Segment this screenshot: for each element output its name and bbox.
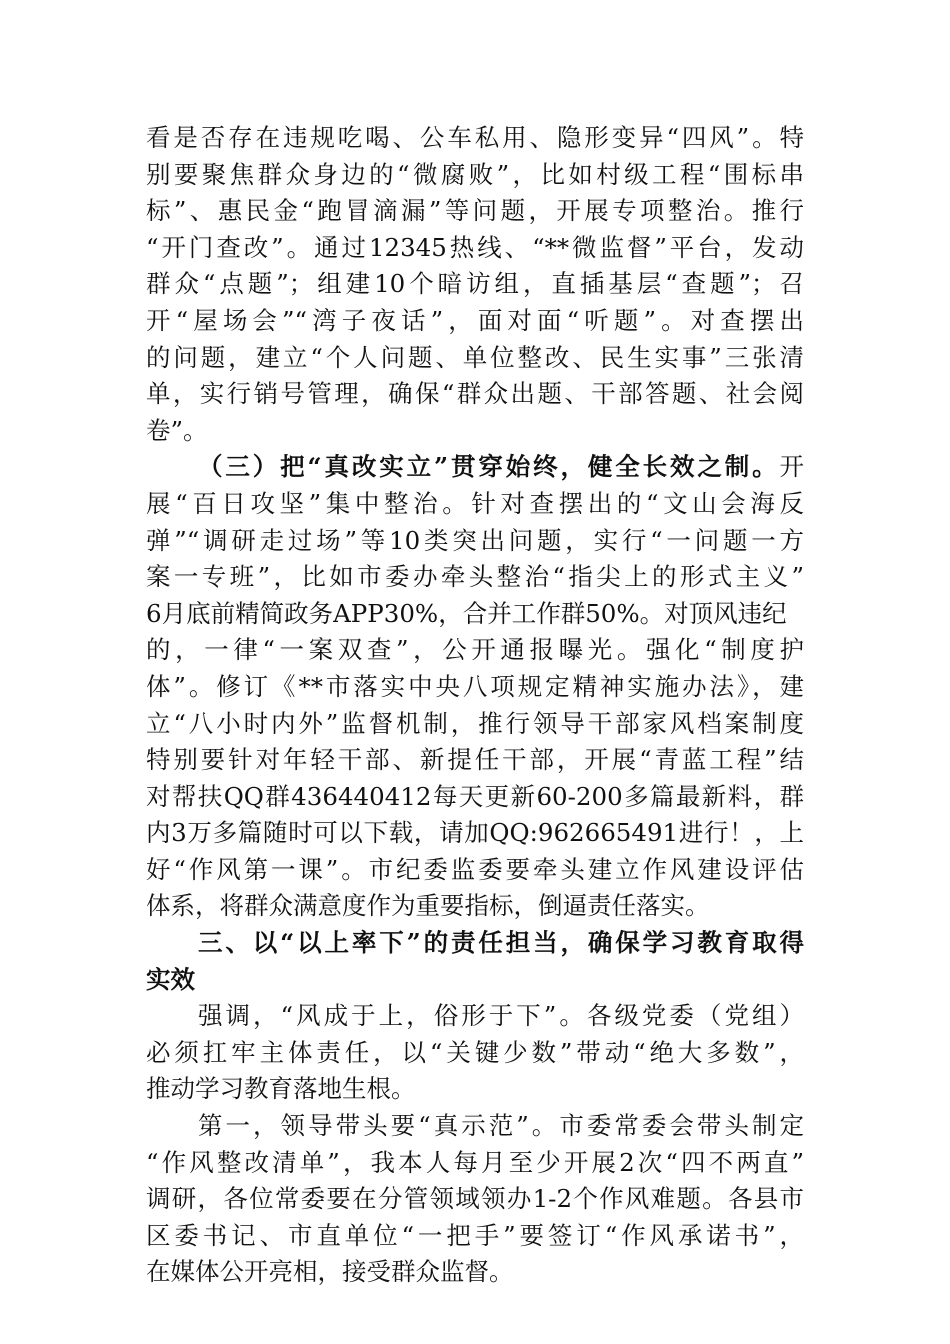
line-text: 别要聚焦群众身边的“微腐败”，比如村级工程“围标串: [146, 159, 804, 189]
text-line: [146, 1181, 804, 1218]
line-text: 开: [779, 452, 804, 482]
bold-heading-text: （三）把“真改实立”贯穿始终，健全长效之制。: [198, 452, 780, 482]
text-line: [146, 888, 804, 925]
line-text: 区委书记、市直单位“一把手”要签订“作风承诺书”，: [146, 1220, 804, 1250]
line-text: 群众“点题”；组建10个暗访组，直插基层“查题”；召: [146, 269, 804, 299]
text-line: [146, 523, 804, 560]
text-line: [146, 340, 804, 377]
line-text: 好“作风第一课”。市纪委监委要牵头建立作风建设评估: [146, 854, 804, 884]
text-line: [146, 852, 804, 889]
text-line: [146, 157, 804, 194]
text-line: [146, 1071, 804, 1108]
line-text: 第一，领导带头要“真示范”。市委常委会带头制定: [198, 1111, 804, 1141]
text-line: [146, 962, 804, 999]
text-line: [146, 193, 804, 230]
line-text: 必须扛牢主体责任，以“关键少数”带动“绝大多数”，: [146, 1037, 804, 1067]
line-text: 对帮扶QQ群436440412每天更新60-200多篇最新料，群: [146, 781, 804, 811]
text-line: [146, 449, 804, 486]
line-text: 特别要针对年轻干部、新提任干部，开展“青蓝工程”结: [146, 745, 804, 775]
line-text: 体系，将群众满意度作为重要指标，倒逼责任落实。: [146, 891, 710, 921]
text-line: [146, 815, 804, 852]
line-text: 展“百日攻坚”集中整治。针对查摆出的“文山会海反: [146, 488, 804, 518]
text-line: [146, 706, 804, 743]
line-text: 卷”。: [146, 415, 208, 445]
text-line: [146, 266, 804, 303]
line-text: 强调，“风成于上，俗形于下”。各级党委（党组）: [198, 1001, 804, 1031]
text-line: [146, 596, 804, 633]
line-text: 看是否存在违规吃喝、公车私用、隐形变异“四风”。特: [146, 123, 804, 152]
line-text: 单，实行销号管理，确保“群众出题、干部答题、社会阅: [146, 379, 804, 409]
line-text: 立“八小时内外”监督机制，推行领导干部家风档案制度: [146, 708, 804, 738]
text-line: [146, 1254, 804, 1291]
line-text: 体”。修订《**市落实中央八项规定精神实施办法》，建: [146, 671, 804, 701]
bold-heading-text: 三、以“以上率下”的责任担当，确保学习教育取得: [198, 928, 804, 958]
line-text: 标”、惠民金“跑冒滴漏”等问题，开展专项整治。推行: [146, 196, 804, 226]
text-line: [146, 1035, 804, 1072]
text-line: [146, 230, 804, 267]
text-line: [146, 742, 804, 779]
line-text: 弹”“调研走过场”等10类突出问题，实行“一问题一方: [146, 525, 804, 555]
text-line: [146, 413, 804, 450]
text-line: [146, 486, 804, 523]
line-text: 开“屋场会”“湾子夜话”，面对面“听题”。对查摆出: [146, 305, 804, 335]
document-body: [146, 120, 804, 1291]
line-text: 推动学习教育落地生根。: [146, 1074, 416, 1104]
line-text: “作风整改清单”，我本人每月至少开展2次“四不两直”: [146, 1147, 804, 1177]
text-line: [146, 669, 804, 706]
line-text: 的，一律“一案双查”，公开通报曝光。强化“制度护: [146, 635, 804, 665]
text-line: [146, 1218, 804, 1255]
line-text: 在媒体公开亮相，接受群众监督。: [146, 1257, 514, 1287]
text-line: [146, 632, 804, 669]
line-text: “开门查改”。通过12345热线、“**微监督”平台，发动: [146, 232, 804, 262]
text-line: [146, 303, 804, 340]
text-line: [146, 998, 804, 1035]
line-text: 调研，各位常委要在分管领域领办1-2个作风难题。各县市: [146, 1184, 804, 1214]
line-text: 案一专班”，比如市委办牵头整治“指尖上的形式主义”: [146, 562, 804, 592]
text-line: [146, 779, 804, 816]
line-text: 内3万多篇随时可以下载，请加QQ:962665491进行！，上: [146, 818, 804, 848]
text-line: [146, 376, 804, 413]
text-line: [146, 925, 804, 962]
text-line: [146, 559, 804, 596]
bold-heading-text: 实效: [146, 964, 195, 994]
text-line: [146, 1145, 804, 1182]
line-text: 6月底前精简政务APP30%，合并工作群50%。对顶风违纪: [146, 598, 787, 628]
line-text: 的问题，建立“个人问题、单位整改、民生实事”三张清: [146, 342, 804, 372]
text-line: [146, 1108, 804, 1145]
text-line: [146, 120, 804, 157]
